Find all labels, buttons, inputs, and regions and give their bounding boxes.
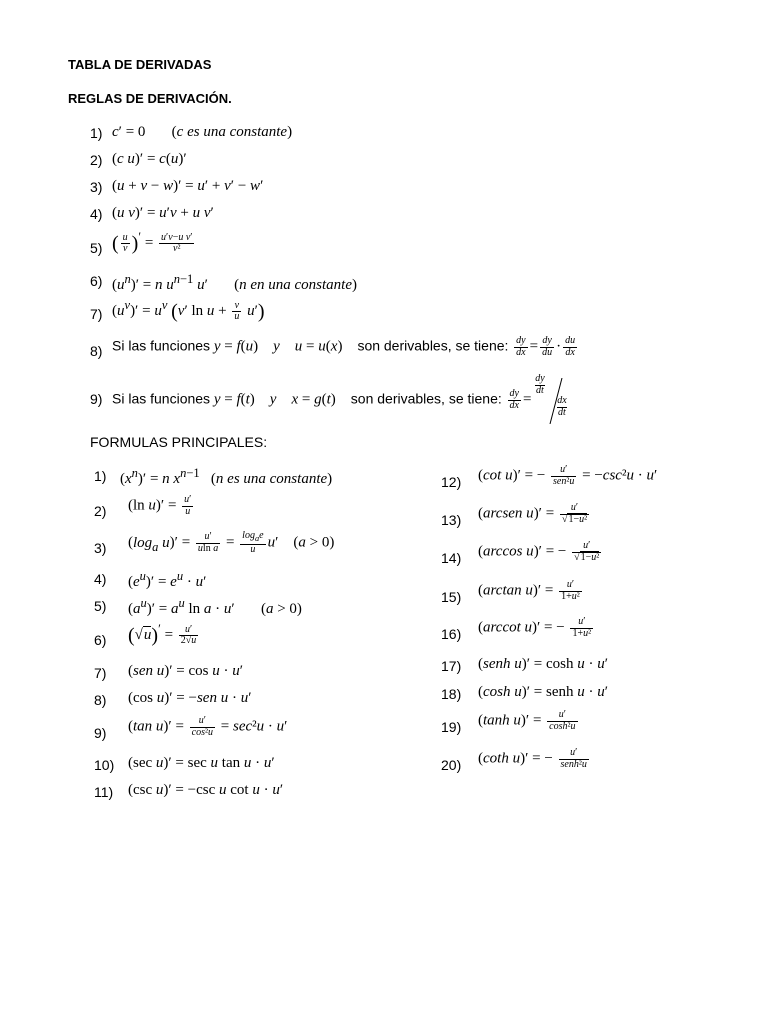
formula: (ln u)′ = $\frac{u'}{u}$ <box>128 494 192 517</box>
rule-formula: (u v)′ = u′v + u v′ <box>112 205 214 221</box>
formula-number: 19) <box>441 719 462 735</box>
rule-text: son derivables, se tiene: <box>350 390 502 407</box>
formula: (coth u)′ = − $\frac{u'}{\text{senh²u}}$ <box>478 747 587 770</box>
formula: $(a^u)' = a^u$ ln a · u′ (a > 0) <box>128 596 302 617</box>
formula: (tanh u)′ = $\frac{u'}{\text{cosh²u}}$ <box>478 709 576 732</box>
rule-formula: c′ = 0 (c es una constante) <box>112 124 293 140</box>
rule-text: son derivables, se tiene: <box>357 337 509 354</box>
document-title: TABLA DE DERIVADAS <box>68 57 212 72</box>
formula-number: 17) <box>441 658 462 674</box>
formula: (sen u)′ = cos u · u′ <box>128 663 244 679</box>
formula: (arcsen u)′ = $\frac{u'}{\text{√1−u²}}$ <box>478 502 588 525</box>
formula-number: 4) <box>94 571 107 587</box>
rule-formula: Si las funciones y = f(t) y x = g(t) son derivables, se tiene: $\frac{dy}{dx}$ = dy dt dx dt <box>112 374 581 426</box>
formula: $(x^n)' = n$ $x^{n-1}$ (n es una constante) <box>120 466 333 487</box>
formula-number: 18) <box>441 686 462 702</box>
formula-number: 8) <box>94 692 107 708</box>
formula-number: 20) <box>441 757 462 773</box>
formula: ($\log_a$ u)′ = $\frac{u'}{\text{uln a}}$ = $\frac{\log_ae}{u}$ u′ (a > 0) <box>128 530 335 555</box>
rule-number: 3) <box>90 179 103 195</box>
formula-number: 11) <box>94 784 114 800</box>
formula-number: 1) <box>94 468 107 484</box>
formula-number: 2) <box>94 503 107 519</box>
rule-formula: Si las funciones y = f(u) y u = u(x) son derivables, se tiene: $\frac{dy}{dx}$ = $\frac{dy}{du}$ · $\frac{du}{dx}$ <box>112 335 576 358</box>
formula-number: 9) <box>94 725 107 741</box>
rule-number: 2) <box>90 152 103 168</box>
rule-number: 9) <box>90 391 103 407</box>
rule-number: 7) <box>90 306 103 322</box>
rule-text: Si las funciones <box>112 390 211 407</box>
formula: (arctan u)′ = $\frac{u'}{\text{1+u²}}$ <box>478 579 580 602</box>
formula: (arccot u)′ = − $\frac{u'}{\text{1+u²}}$ <box>478 616 592 639</box>
formula: (cot u)′ = − $\frac{u'}{\text{sen²u}}$ = −csc²u · u′ <box>478 464 658 487</box>
formula: (cos u)′ = −sen u · u′ <box>128 690 252 706</box>
formulas-heading: FORMULAS PRINCIPALES: <box>90 434 268 450</box>
rule-formula: (u + v − w)′ = u′ + v′ − w′ <box>112 178 264 194</box>
rule-number: 5) <box>90 240 103 256</box>
rule-formula: $(u^n)' = n$ $u^{n-1}$ u′ (n en una constante) <box>112 272 357 293</box>
rule-number: 8) <box>90 343 103 359</box>
rule-formula: ( $\frac{u}{v}$ )′ = $\frac{\text{u′v−u v′}}{\text{v²}}$ <box>112 230 193 255</box>
formula: (tan u)′ = $\frac{u'}{\text{cos²u}}$ = sec²u · u′ <box>128 715 288 738</box>
formula: (sec u)′ = sec u tan u · u′ <box>128 755 275 771</box>
formula-number: 14) <box>441 550 462 566</box>
formula-number: 6) <box>94 632 107 648</box>
formula-number: 7) <box>94 665 107 681</box>
formula-number: 15) <box>441 589 462 605</box>
formula: $(e^u)' = e^u \cdot u'$ <box>128 569 207 590</box>
rule-text: Si las funciones <box>112 337 211 354</box>
rule-number: 4) <box>90 206 103 222</box>
formula-number: 3) <box>94 540 107 556</box>
formula: (senh u)′ = cosh u · u′ <box>478 656 609 672</box>
formula-number: 12) <box>441 474 462 490</box>
rules-heading: REGLAS DE DERIVACIÓN. <box>68 91 232 106</box>
formula-number: 16) <box>441 626 462 642</box>
formula: (√u)′ = $\frac{u'}{2√u}$ <box>128 622 197 647</box>
rule-number: 6) <box>90 273 103 289</box>
formula: (cosh u)′ = senh u · u′ <box>478 684 609 700</box>
formula: (csc u)′ = −csc u cot u · u′ <box>128 782 284 798</box>
rule-number: 1) <box>90 125 103 141</box>
formula-number: 5) <box>94 598 107 614</box>
formula-number: 10) <box>94 757 115 773</box>
rule-formula: $(u^v)' = u^v$ (v′ ln u + $\frac{v}{u}$ u′) <box>112 298 265 323</box>
formula-number: 13) <box>441 512 462 528</box>
rule-formula: (c u)′ = c(u)′ <box>112 151 187 167</box>
formula: (arccos u)′ = − $\frac{u'}{\text{√1−u²}}$ <box>478 540 600 563</box>
